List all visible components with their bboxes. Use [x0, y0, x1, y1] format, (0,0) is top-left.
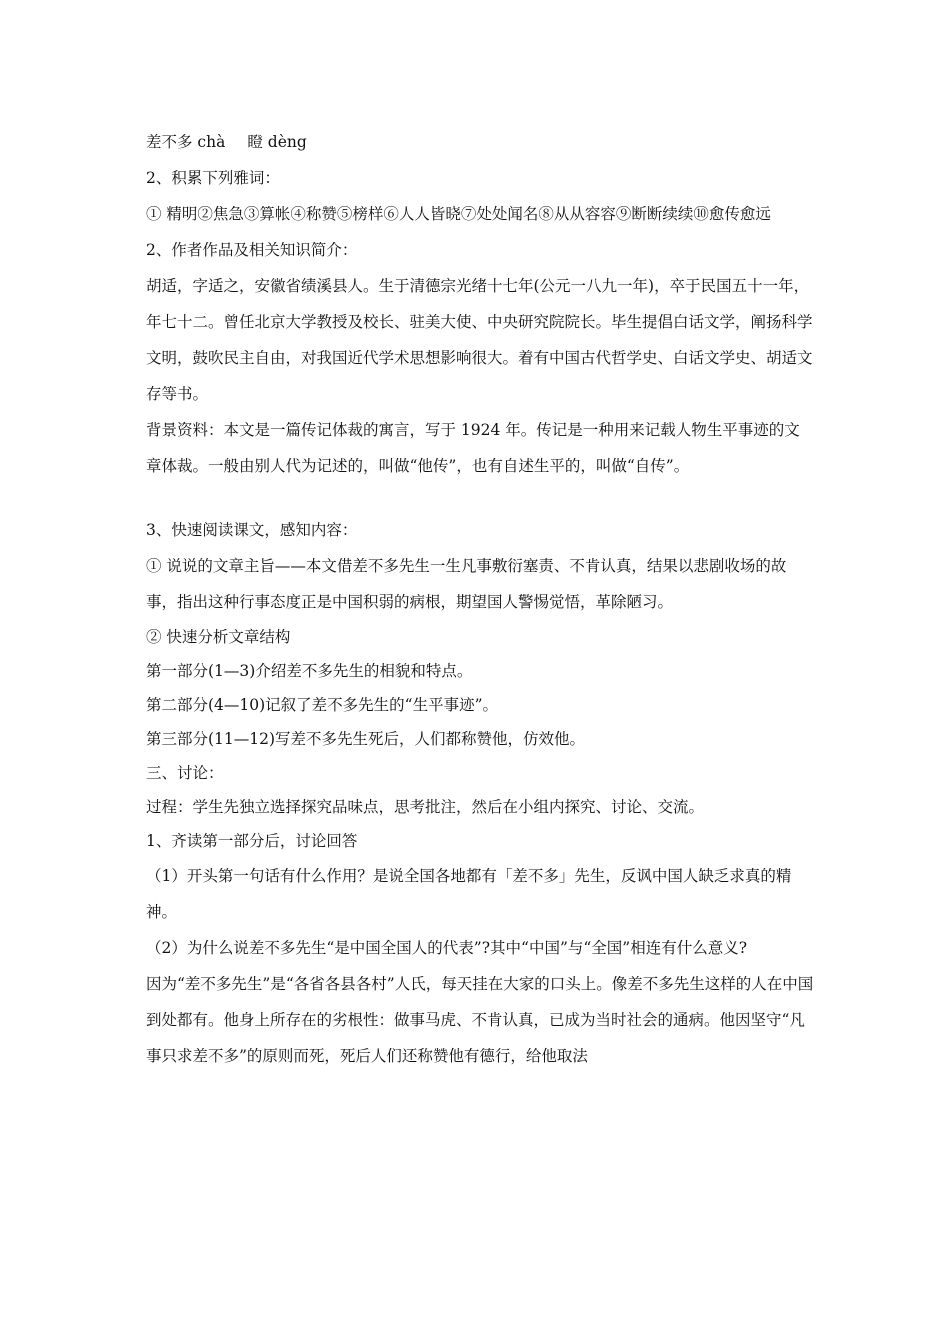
background-paragraph: 背景资料：本文是一篇传记体裁的寓言，写于 1924 年。传记是一种用来记载人物生平事迹的文章体裁。一般由别人代为记述的，叫做“他传”，也有自述生平的，叫做“自传”。: [146, 421, 800, 475]
vocab-list: ① 精明②焦急③算帐④称赞⑤榜样⑥人人皆晓⑦处处闻名⑧从从容容⑨断断续续⑩愈传愈远: [146, 205, 771, 223]
discussion-heading: 三、讨论：: [146, 764, 224, 782]
part-one: 第一部分(1—3)介绍差不多先生的相貌和特点。: [146, 662, 473, 680]
author-heading: 2、作者作品及相关知识简介：: [146, 241, 358, 259]
theme-paragraph: ① 说说的文章主旨——本文借差不多先生一生凡事敷衍塞责、不肯认真，结果以悲剧收场的故事，指出这种行事态度正是中国积弱的病根，期望国人警惕觉悟，革除陋习。: [146, 557, 787, 611]
document-page: [146, 124, 814, 1074]
pinyin-line: [146, 124, 814, 160]
answer-paragraph: 因为“差不多先生”是“各省各县各村”人氏，每天挂在大家的口头上。像差不多先生这样的人在中国到处都有。他身上所存在的劣根性：做事马虎、不肯认真，已成为当时社会的通病。他因坚守“凡事只求差不多”的原则而死，死后人们还称赞他有德行，给他取法: [146, 975, 814, 1065]
pinyin-cha: 差不多 chà: [146, 133, 226, 151]
author-bio: 胡适，字适之，安徽省绩溪县人。生于清德宗光绪十七年(公元一八九一年)，卒于民国五十一年，年七十二。曾任北京大学教授及校长、驻美大使、中央研究院院长。毕生提倡白话文学，阐扬科学文明，鼓吹民主自由，对我国近代学术思想影响很大。着有中国古代哲学史、白话文学史、胡适文存等书。: [146, 277, 813, 403]
question-two: （2）为什么说差不多先生“是中国全国人的代表”?其中“中国”与“全国”相连有什么意义?: [146, 939, 748, 957]
process-paragraph: 过程：学生先独立选择探究品味点，思考批注，然后在小组内探究、讨论、交流。: [146, 798, 705, 816]
pinyin-deng: 瞪 dèng: [247, 133, 307, 151]
question-intro: 1、齐读第一部分后，讨论回答: [146, 832, 358, 850]
part-two: 第二部分(4—10)记叙了差不多先生的“生平事迹”。: [146, 696, 499, 714]
question-one: （1）开头第一句话有什么作用？是说全国各地都有「差不多」先生，反讽中国人缺乏求真的精神。: [146, 867, 792, 921]
part-three: 第三部分(11—12)写差不多先生死后，人们都称赞他，仿效他。: [146, 730, 586, 748]
vocab-heading: 2、积累下列雅词：: [146, 169, 280, 187]
reading-heading: 3、快速阅读课文，感知内容：: [146, 521, 358, 539]
structure-heading: ② 快速分析文章结构: [146, 628, 291, 646]
